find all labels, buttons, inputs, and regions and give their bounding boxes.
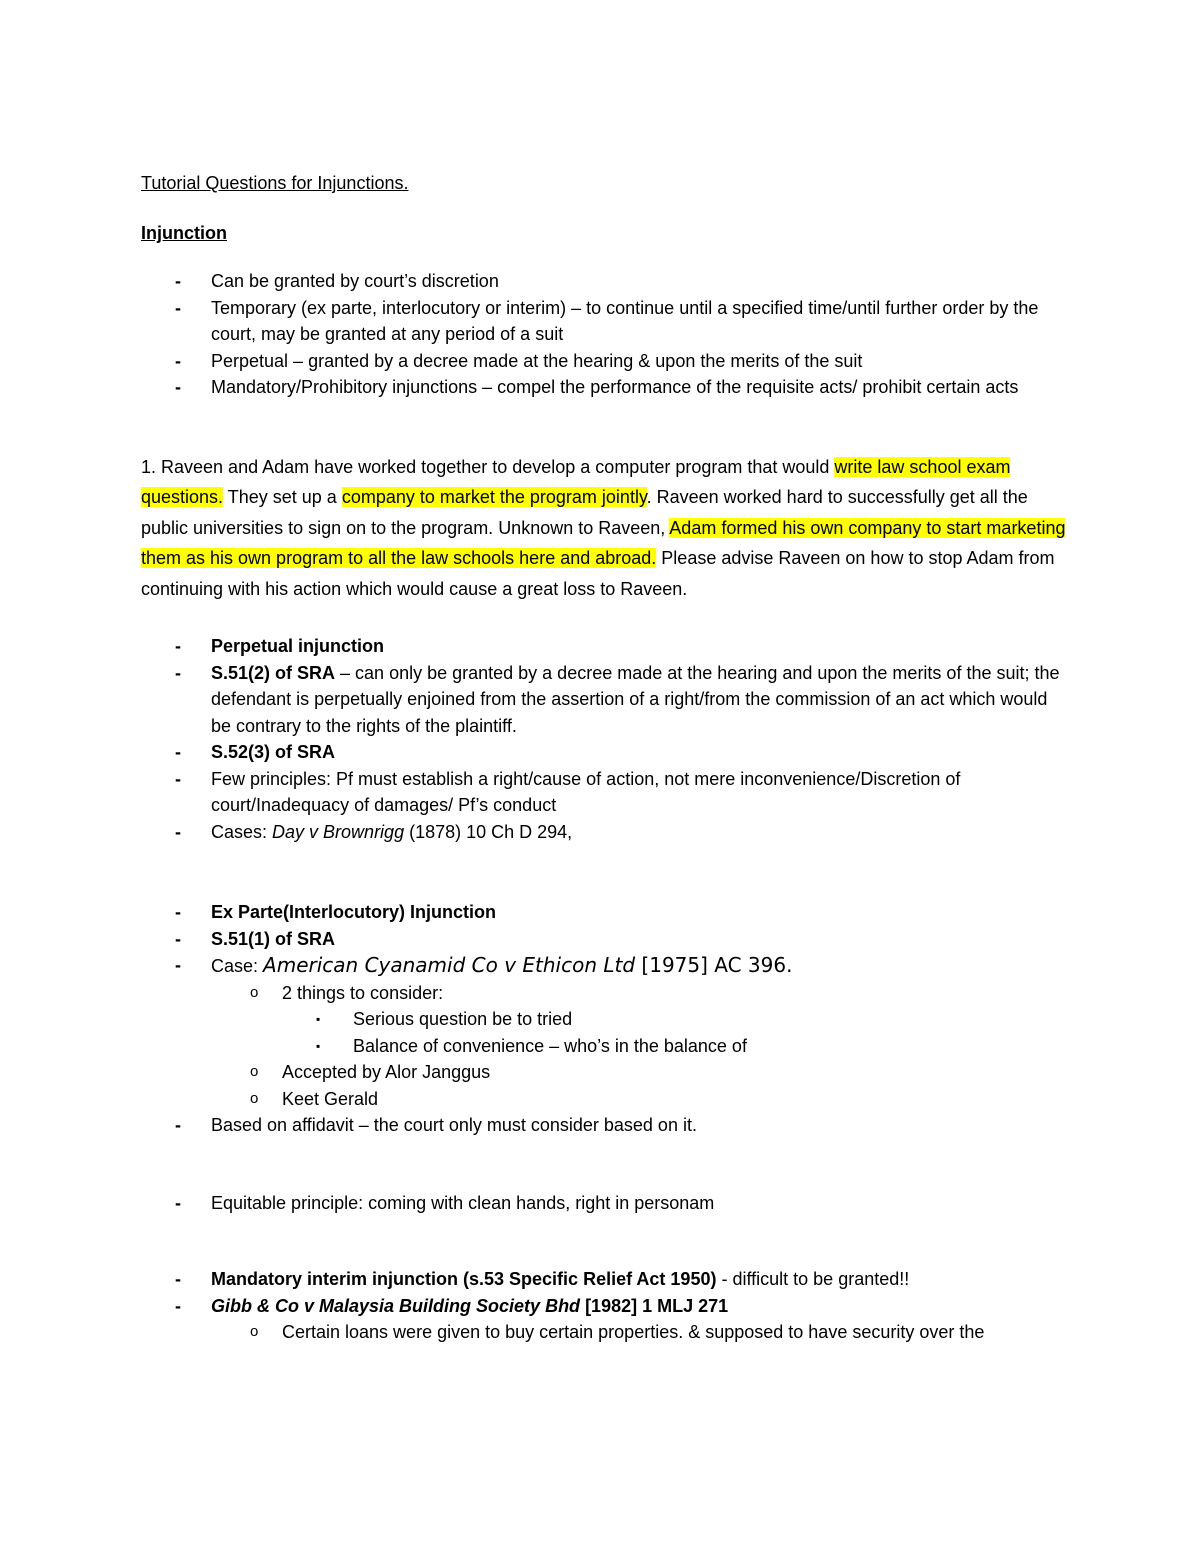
dash-marker: - (175, 377, 181, 397)
square-marker: ▪ (316, 1012, 321, 1026)
dash-marker: - (175, 928, 181, 949)
dash-marker: - (175, 955, 181, 975)
list-item: - Perpetual – granted by a decree made at the hearing & upon the merits of the suit (141, 348, 1066, 375)
list-item: - Ex Parte(Interlocutory) Injunction (141, 899, 1066, 926)
list-item: o Certain loans were given to buy certain properties. & supposed to have security over the (141, 1319, 1066, 1346)
dash-marker: - (175, 902, 181, 922)
document-body (141, 170, 1066, 1346)
list-item: - Few principles: Pf must establish a right/cause of action, not mere inconvenience/Discretion of court/Inadequacy of damages/ Pf’s conduct (141, 766, 1066, 819)
equitable-list (141, 1190, 1066, 1217)
dash-marker: - (175, 662, 181, 683)
section-heading: Injunction (141, 223, 227, 243)
list-item: o 2 things to consider: (141, 980, 1066, 1007)
circle-marker: o (250, 1089, 259, 1107)
exparte-list (141, 899, 1066, 1139)
question-1: 1. Raveen and Adam have worked together to develop a computer program that would write law school exam questions. They set up a company to market the program jointly. Raveen worked hard to successfully get all the public universities to sign on to the program. Unknown to Raveen, Adam formed his own company to start marketing them as his own program to all the law schools here and abroad. Please advise Raveen on how to stop Adam from continuing with his action which would cause a great loss to Raveen. (141, 456, 1066, 599)
dash-marker: - (175, 636, 181, 656)
case-name: American Cyanamid Co v Ethicon Ltd (263, 953, 636, 977)
dash-marker: - (175, 297, 181, 318)
list-item: - Perpetual injunction (141, 633, 1066, 660)
highlight-text: Adam formed his own company to start marketing them as his own program to all the law schools here and abroad. (141, 517, 1066, 568)
dash-marker: - (175, 821, 181, 842)
list-item: - Temporary (ex parte, interlocutory or interim) – to continue until a specified time/until further order by the court, may be granted at any period of a suit (141, 295, 1066, 348)
dash-marker: - (175, 1295, 181, 1316)
list-item: - Mandatory interim injunction (s.53 Specific Relief Act 1950) - difficult to be granted!! (141, 1266, 1066, 1293)
injunction-bullet-list (141, 268, 1066, 401)
dash-marker: - (175, 768, 181, 789)
list-item: o Keet Gerald (141, 1086, 1066, 1113)
circle-marker: o (250, 1063, 259, 1080)
list-item: - Gibb & Co v Malaysia Building Society Bhd [1982] 1 MLJ 271 (141, 1293, 1066, 1320)
list-item: - S.52(3) of SRA (141, 739, 1066, 766)
dash-marker: - (175, 350, 181, 371)
dash-marker: - (175, 742, 181, 762)
mandatory-list (141, 1266, 1066, 1346)
highlight-text: write law school exam questions. (141, 456, 1011, 507)
dash-marker: - (175, 1269, 181, 1289)
list-item: - S.51(1) of SRA (141, 926, 1066, 953)
perpetual-list (141, 633, 1066, 845)
dash-marker: - (175, 1115, 181, 1135)
case-name: Day v Brownrigg (272, 821, 405, 842)
list-item: ▪ Serious question be to tried (141, 1006, 1066, 1033)
dash-marker: - (175, 1192, 181, 1213)
highlight-text: company to market the program jointly (341, 487, 647, 507)
square-marker: ▪ (316, 1038, 321, 1053)
list-item: ▪ Balance of convenience – who’s in the balance of (141, 1033, 1066, 1060)
list-item: - Based on affidavit – the court only must consider based on it. (141, 1112, 1066, 1139)
list-item: - Equitable principle: coming with clean hands, right in personam (141, 1190, 1066, 1217)
dash-marker: - (175, 271, 181, 291)
list-item: - Mandatory/Prohibitory injunctions – compel the performance of the requisite acts/ prohibit certain acts (141, 374, 1066, 401)
circle-marker: o (250, 983, 259, 1001)
document-title: Tutorial Questions for Injunctions. (141, 173, 409, 193)
list-item: - Case: American Cyanamid Co v Ethicon Ltd [1975] AC 396. (175, 953, 793, 977)
list-item: - S.51(2) of SRA – can only be granted by a decree made at the hearing and upon the merits of the suit; the defendant is perpetually enjoined from the assertion of a right/from the commission of an act which would be contrary to the rights of the plaintiff. (141, 660, 1066, 740)
circle-marker: o (250, 1323, 259, 1340)
list-item: - Cases: Day v Brownrigg (1878) 10 Ch D 294, (141, 819, 1066, 846)
case-name: Gibb & Co v Malaysia Building Society Bhd (211, 1295, 581, 1316)
list-item: o Accepted by Alor Janggus (141, 1059, 1066, 1086)
list-item: - Can be granted by court’s discretion (141, 268, 1066, 295)
